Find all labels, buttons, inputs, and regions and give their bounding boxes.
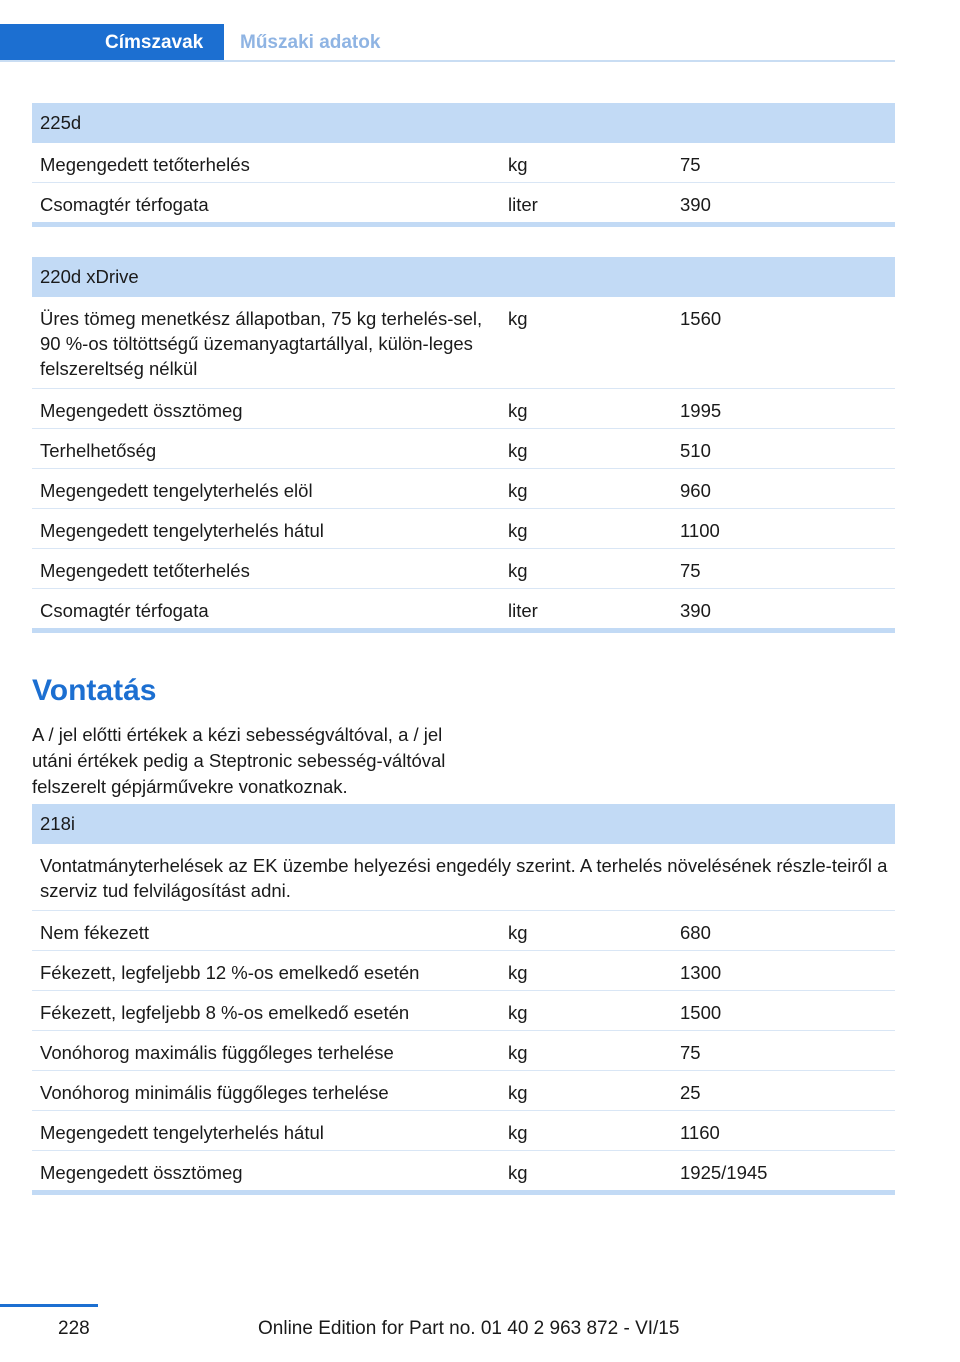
row-label: Fékezett, legfeljebb 12 %-os emelkedő esetén — [40, 962, 420, 983]
row-unit: liter — [508, 194, 538, 215]
table-218i — [32, 804, 895, 1195]
table-row — [32, 429, 895, 469]
row-label: Megengedett tengelyterhelés elöl — [40, 480, 313, 501]
page-number: 228 — [58, 1318, 90, 1339]
row-unit: kg — [508, 400, 528, 421]
table-row — [32, 1151, 895, 1190]
row-label: Terhelhetőség — [40, 440, 157, 461]
row-label: Megengedett tengelyterhelés hátul — [40, 1122, 324, 1143]
table-225d — [32, 103, 895, 227]
table-row — [32, 991, 895, 1031]
table-row — [32, 469, 895, 509]
table-note: Vontatmányterhelések az EK üzembe helyezési engedély szerint. A terhelés növelésének részle-teiről a szerviz tud felvilágosítást adni. — [40, 855, 888, 901]
table-row — [32, 1031, 895, 1071]
table-row — [32, 297, 895, 389]
row-value: 25 — [680, 1082, 701, 1103]
row-label: Megengedett össztömeg — [40, 1162, 243, 1183]
table-row — [32, 951, 895, 991]
row-unit: kg — [508, 962, 528, 983]
table-title: 218i — [32, 804, 895, 844]
header-divider — [0, 60, 895, 62]
row-value: 1995 — [680, 400, 722, 421]
row-label: Fékezett, legfeljebb 8 %-os emelkedő esetén — [40, 1002, 410, 1023]
row-value: 75 — [680, 1042, 701, 1063]
row-unit: kg — [508, 154, 528, 175]
row-label: Vonóhorog minimális függőleges terhelése — [40, 1082, 389, 1103]
table-title: 225d — [32, 103, 895, 143]
table-220d-xdrive — [32, 257, 895, 633]
row-value: 1100 — [680, 520, 720, 541]
table-end-bar — [32, 628, 895, 633]
section-paragraph: A / jel előtti értékek a kézi sebességváltóval, a / jel utáni értékek pedig a Steptronic sebesség-váltóval felszerelt gépjárművekre vonatkoznak. — [32, 724, 446, 797]
tab-technical-data[interactable]: Műszaki adatok — [240, 32, 381, 53]
row-unit: kg — [508, 1002, 528, 1023]
row-label: Megengedett tetőterhelés — [40, 154, 250, 175]
row-unit: kg — [508, 480, 528, 501]
footer-accent-line — [0, 1304, 98, 1307]
row-label: Csomagtér térfogata — [40, 600, 209, 621]
row-value: 510 — [680, 440, 711, 461]
table-row — [32, 143, 895, 183]
row-unit: kg — [508, 1082, 528, 1103]
row-value: 680 — [680, 922, 711, 943]
tab-keywords[interactable]: Címszavak — [0, 24, 224, 62]
row-unit: kg — [508, 440, 528, 461]
row-label: Megengedett tengelyterhelés hátul — [40, 520, 324, 541]
row-unit: kg — [508, 560, 528, 581]
row-unit: kg — [508, 520, 528, 541]
table-row — [32, 1071, 895, 1111]
table-row — [32, 549, 895, 589]
row-unit: kg — [508, 1042, 528, 1063]
row-value: 1160 — [680, 1122, 720, 1143]
table-end-bar — [32, 1190, 895, 1195]
row-value: 75 — [680, 560, 701, 581]
row-value: 1300 — [680, 962, 722, 983]
row-value: 1925/1945 — [680, 1162, 768, 1183]
row-unit: kg — [508, 308, 528, 329]
row-label: Megengedett tetőterhelés — [40, 560, 250, 581]
row-label: Csomagtér térfogata — [40, 194, 209, 215]
table-title: 220d xDrive — [32, 257, 895, 297]
row-label: Megengedett össztömeg — [40, 400, 243, 421]
row-label: Vonóhorog maximális függőleges terhelése — [40, 1042, 394, 1063]
row-label: Üres tömeg menetkész állapotban, 75 kg terhelés-sel, 90 %-os töltöttségű üzemanyagtartállyal, külön-leges felszereltség nélkül — [40, 308, 483, 379]
row-value: 960 — [680, 480, 711, 501]
row-unit: kg — [508, 922, 528, 943]
row-value: 1500 — [680, 1002, 722, 1023]
row-unit: kg — [508, 1122, 528, 1143]
table-end-bar — [32, 222, 895, 227]
table-row — [32, 183, 895, 222]
table-row — [32, 389, 895, 429]
table-row — [32, 509, 895, 549]
row-unit: kg — [508, 1162, 528, 1183]
section-heading: Vontatás — [32, 674, 157, 707]
edition-note: Online Edition for Part no. 01 40 2 963 872 - VI/15 — [258, 1318, 680, 1339]
table-row — [32, 911, 895, 951]
row-value: 390 — [680, 194, 711, 215]
table-note-row — [32, 844, 895, 911]
row-label: Nem fékezett — [40, 922, 149, 943]
table-row — [32, 589, 895, 628]
row-value: 390 — [680, 600, 711, 621]
row-value: 75 — [680, 154, 701, 175]
row-value: 1560 — [680, 308, 722, 329]
table-row — [32, 1111, 895, 1151]
row-unit: liter — [508, 600, 538, 621]
header-tabs — [0, 24, 895, 62]
